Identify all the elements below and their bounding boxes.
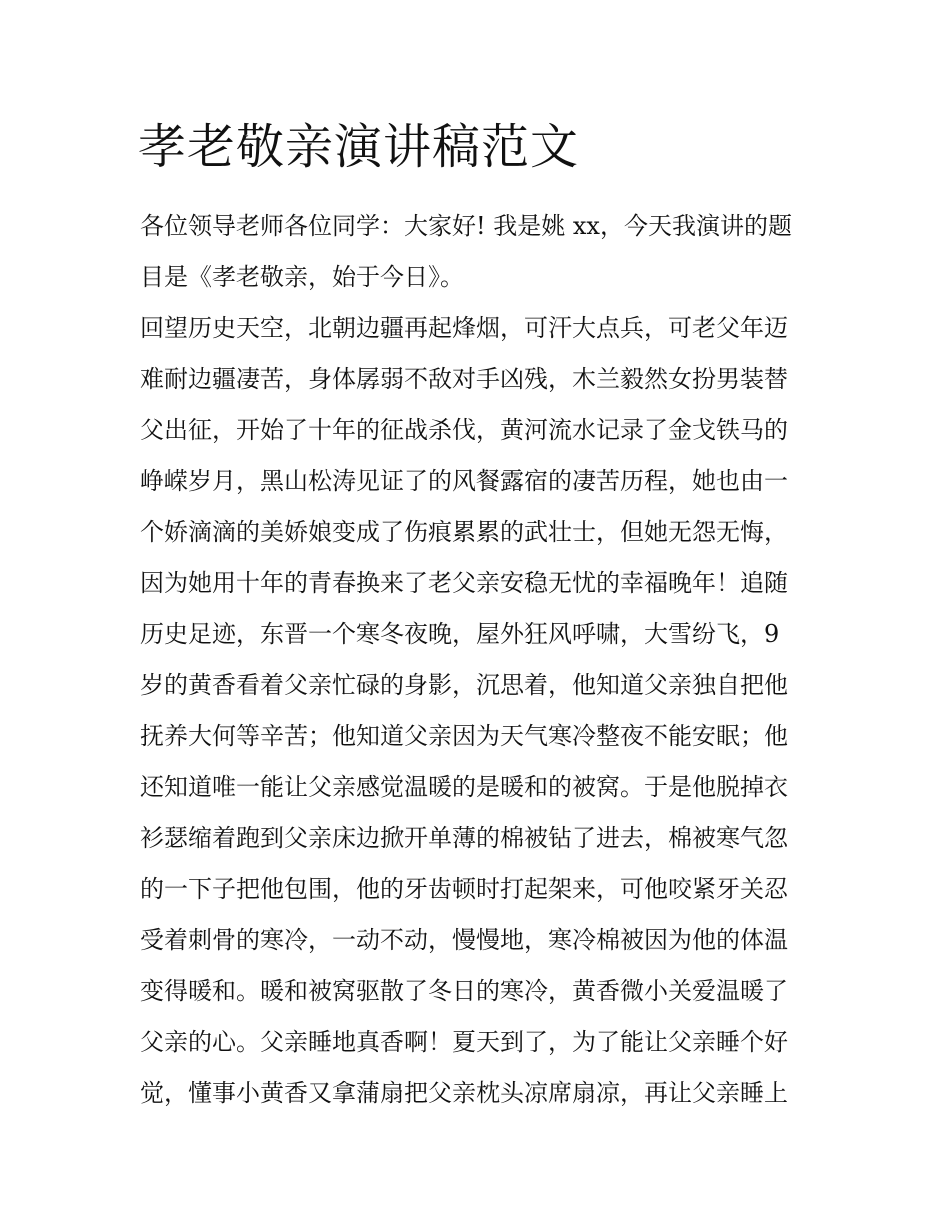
text-line: 还知道唯一能让父亲感觉温暖的是暖和的被窝。于是他脱掉衣 xyxy=(140,773,788,801)
text-line: 峥嵘岁月，黑山松涛见证了的风餐露宿的凄苦历程，她也由一 xyxy=(140,467,788,495)
text-line: 受着刺骨的寒冷，一动不动，慢慢地，寒冷棉被因为他的体温 xyxy=(140,926,788,954)
text-line: 父出征，开始了十年的征战杀伐，黄河流水记录了金戈铁马的 xyxy=(140,416,788,444)
text-line: 回望历史天空，北朝边疆再起烽烟，可汗大点兵，可老父年迈 xyxy=(140,314,788,342)
text-line: 衫瑟缩着跑到父亲床边掀开单薄的棉被钻了进去，棉被寒气忽 xyxy=(140,824,788,852)
text-line: 父亲的心。父亲睡地真香啊！夏天到了，为了能让父亲睡个好 xyxy=(140,1028,788,1056)
document-title: 孝老敬亲演讲稿范文 xyxy=(138,119,580,175)
text-line: 个娇滴滴的美娇娘变成了伤痕累累的武壮士，但她无怨无悔， xyxy=(140,518,788,546)
text-line: 抚养大何等辛苦；他知道父亲因为天气寒冷整夜不能安眠；他 xyxy=(140,722,788,750)
text-line: 难耐边疆凄苦，身体孱弱不敌对手凶残，木兰毅然女扮男装替 xyxy=(140,365,788,393)
text-line: 历史足迹，东晋一个寒冬夜晚，屋外狂风呼啸，大雪纷飞，9 xyxy=(140,620,780,648)
paragraph-story xyxy=(140,303,820,1119)
text-line: 目是《孝老敬亲，始于今日》。 xyxy=(140,263,464,291)
text-line: 变得暖和。暖和被窝驱散了冬日的寒冷，黄香微小关爱温暖了 xyxy=(140,977,788,1005)
text-line: 的一下子把他包围，他的牙齿顿时打起架来，可他咬紧牙关忍 xyxy=(140,875,788,903)
text-line: 觉，懂事小黄香又拿蒲扇把父亲枕头凉席扇凉，再让父亲睡上 xyxy=(140,1079,788,1107)
paragraph-greeting xyxy=(140,201,820,303)
text-line: 各位领导老师各位同学：大家好! 我是姚 xx，今天我演讲的题 xyxy=(140,212,792,240)
text-line: 岁的黄香看着父亲忙碌的身影，沉思着，他知道父亲独自把他 xyxy=(140,671,788,699)
text-line: 因为她用十年的青春换来了老父亲安稳无忧的幸福晚年！追随 xyxy=(140,569,788,597)
